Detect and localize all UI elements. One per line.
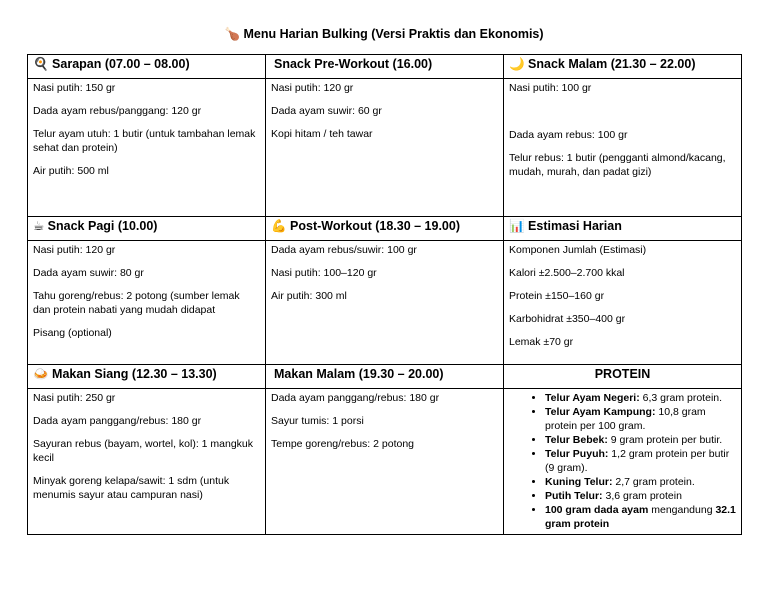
- list-item: Telur ayam utuh: 1 butir (untuk tambahan lemak sehat dan protein): [33, 128, 256, 154]
- cell-post-workout: [266, 241, 504, 365]
- protein-item-label: Telur Ayam Kampung:: [545, 406, 656, 418]
- list-item: Sayuran rebus (bayam, wortel, kol): 1 mangkuk kecil: [33, 438, 254, 464]
- meal-plan-table: [27, 54, 742, 535]
- protein-item-label: Telur Puyuh:: [545, 448, 609, 460]
- protein-item-text: 10,8 gram protein per 100 gram.: [545, 406, 706, 432]
- cell-estimasi-harian: [504, 241, 742, 365]
- protein-item-label: Putih Telur:: [545, 490, 603, 502]
- cell-makan-malam: [266, 389, 504, 535]
- header-snack-malam: 🌙 Snack Malam (21.30 – 22.00): [504, 55, 742, 79]
- list-item: Minyak goreng kelapa/sawit: 1 sdm (untuk menumis sayur atau campuran nasi): [33, 475, 230, 501]
- header-protein: PROTEIN: [504, 365, 742, 389]
- list-item: Dada ayam rebus: 100 gr: [509, 129, 628, 141]
- cell-sarapan: [28, 79, 266, 217]
- list-item: Dada ayam rebus/suwir: 100 gr: [271, 244, 417, 256]
- list-item: Nasi putih: 150 gr: [33, 82, 116, 94]
- protein-item-label: Kuning Telur:: [545, 476, 613, 488]
- protein-item: [545, 489, 736, 503]
- list-item: Nasi putih: 100 gr: [509, 82, 592, 94]
- protein-item-label: 100 gram dada ayam: [545, 504, 649, 516]
- cell-snack-pagi: [28, 241, 266, 365]
- header-post-workout: 💪 Post-Workout (18.30 – 19.00): [266, 217, 504, 241]
- list-item: Nasi putih: 120 gr: [33, 244, 116, 256]
- list-item: Nasi putih: 120 gr: [271, 82, 354, 94]
- cell-protein: [504, 389, 742, 535]
- list-item: Tahu goreng/rebus: 2 potong (sumber lemak dan protein nabati yang mudah didapat: [33, 290, 240, 316]
- header-snack-pagi: ☕ Snack Pagi (10.00): [28, 217, 266, 241]
- list-item: Nasi putih: 100–120 gr: [271, 267, 377, 279]
- list-item: Air putih: 500 ml: [33, 165, 109, 177]
- protein-item-value: 32.1 gram protein: [545, 504, 736, 530]
- protein-item-text: 6,3 gram protein.: [639, 392, 723, 404]
- list-item: Lemak ±70 gr: [509, 336, 574, 348]
- blank-line: [509, 104, 736, 128]
- header-snack-pre-workout: Snack Pre-Workout (16.00): [266, 55, 504, 79]
- list-item: Dada ayam suwir: 80 gr: [33, 267, 144, 279]
- list-item: Air putih: 300 ml: [271, 290, 347, 302]
- list-item: Protein ±150–160 gr: [509, 290, 605, 302]
- protein-item-label: Telur Ayam Negeri:: [545, 392, 640, 404]
- header-estimasi-harian: 📊 Estimasi Harian: [504, 217, 742, 241]
- list-item: Dada ayam rebus/panggang: 120 gr: [33, 105, 202, 117]
- protein-item-text: 2,7 gram protein.: [612, 476, 695, 488]
- list-item: Dada ayam suwir: 60 gr: [271, 105, 382, 117]
- cell-snack-malam: [504, 79, 742, 217]
- protein-item-text: mengandung: [648, 504, 716, 516]
- header-makan-malam: Makan Malam (19.30 – 20.00): [266, 365, 504, 389]
- protein-item-label: Telur Bebek:: [545, 434, 608, 446]
- list-item: Sayur tumis: 1 porsi: [271, 415, 364, 427]
- document-title: 🍗 Menu Harian Bulking (Versi Praktis dan Ekonomis): [224, 27, 544, 41]
- list-item: Kopi hitam / teh tawar: [271, 128, 373, 140]
- protein-item: [545, 503, 736, 531]
- protein-list: [509, 391, 736, 531]
- protein-item: [545, 447, 736, 475]
- header-makan-siang: 🍛 Makan Siang (12.30 – 13.30): [28, 365, 266, 389]
- protein-item-text: 3,6 gram protein: [602, 490, 682, 502]
- protein-item: [545, 475, 736, 489]
- list-item: Kalori ±2.500–2.700 kkal: [509, 267, 625, 279]
- list-item: Pisang (optional): [33, 327, 112, 339]
- protein-item-text: 9 gram protein per butir.: [607, 434, 723, 446]
- list-item: Karbohidrat ±350–400 gr: [509, 313, 626, 325]
- list-item: Dada ayam panggang/rebus: 180 gr: [33, 415, 202, 427]
- protein-item: [545, 405, 736, 433]
- cell-snack-pre-workout: [266, 79, 504, 217]
- protein-item: [545, 433, 736, 447]
- protein-item-text: 1,2 gram protein per butir (9 gram).: [545, 448, 730, 474]
- list-item: Nasi putih: 250 gr: [33, 392, 116, 404]
- protein-item: [545, 391, 736, 405]
- list-item: Komponen Jumlah (Estimasi): [509, 244, 647, 256]
- list-item: Tempe goreng/rebus: 2 potong: [271, 438, 415, 450]
- list-item: Dada ayam panggang/rebus: 180 gr: [271, 392, 440, 404]
- cell-makan-siang: [28, 389, 266, 535]
- list-item: Telur rebus: 1 butir (pengganti almond/kacang, mudah, murah, dan padat gizi): [509, 152, 726, 178]
- header-sarapan: 🍳 Sarapan (07.00 – 08.00): [28, 55, 266, 79]
